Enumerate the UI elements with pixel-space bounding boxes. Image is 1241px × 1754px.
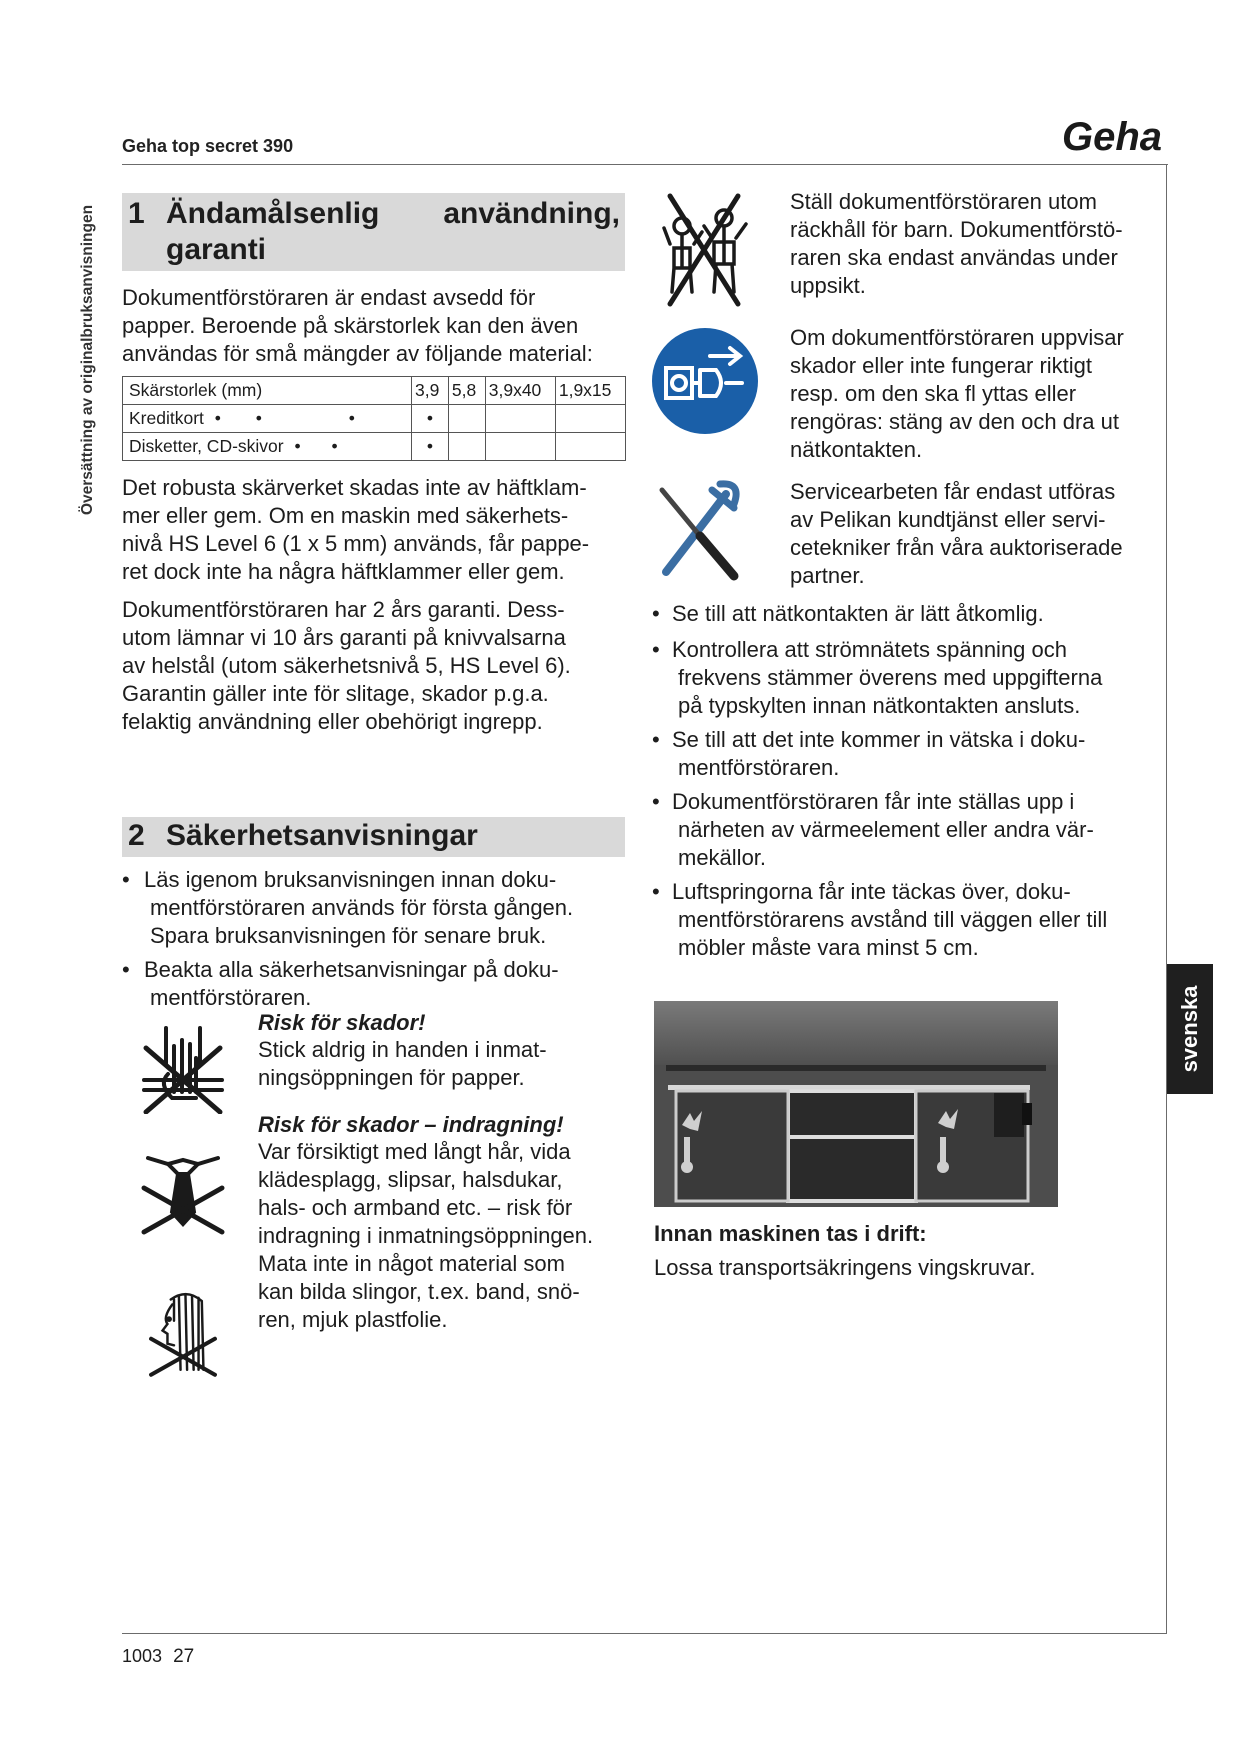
text-line: ningsöppningen för papper. <box>258 1065 525 1090</box>
table-cell <box>448 405 485 433</box>
text-line: Ställ dokumentförstöraren utom <box>790 189 1097 214</box>
header-rule <box>122 164 1168 165</box>
page-number: 27 <box>173 1646 195 1667</box>
right-bullet-3: • Se till att det inte kommer in vätska i doku- mentförstöraren. <box>652 726 1157 782</box>
section1-intro <box>122 284 632 368</box>
table-row <box>123 405 626 433</box>
no-children-icon <box>656 188 752 312</box>
text-line: Kontrollera att strömnätets spänning och <box>672 637 1068 662</box>
section1-paragraph-warranty <box>122 596 637 736</box>
right-bullet-5: • Luftspringorna får inte täckas över, doku- mentförstörarens avstånd till väggen eller till möbler måste vara minst 5 cm. <box>652 878 1157 962</box>
footer-rule <box>122 1633 1167 1634</box>
text-line: rengöras: stäng av den och dra ut <box>790 409 1119 434</box>
table-cell <box>555 433 625 461</box>
text-line: mentförstörarens avstånd till väggen eller till <box>678 907 1108 932</box>
text-line: Mata inte in något material som <box>258 1251 565 1276</box>
row-mark: • <box>214 408 221 428</box>
logo-text: Geha <box>1061 115 1162 159</box>
text-line: nätkontakten. <box>790 437 923 462</box>
side-label-text: Översättning av originalbruksanvisningen <box>79 204 96 516</box>
section1-number: 1 <box>128 197 145 230</box>
language-tab-label: svenska <box>1177 985 1202 1073</box>
section1-paragraph-staples <box>122 474 637 586</box>
text-line: av helstål (utom säkerhetsnivå 5, HS Level 6). <box>122 653 571 678</box>
text-line: räckhåll för barn. Dokumentförstö- <box>790 217 1123 242</box>
no-tie-icon <box>138 1148 228 1238</box>
text-line: ren, mjuk plastfolie. <box>258 1307 448 1332</box>
text-line: skador eller inte fungerar riktigt <box>790 353 1093 378</box>
text-line: mentförstöraren används för första gången. <box>150 895 574 920</box>
text-line: papper. Beroende på skärstorlek kan den även <box>122 313 579 338</box>
document-code: 1003 <box>122 1646 163 1666</box>
row-mark: • <box>331 436 338 456</box>
service-instruction <box>790 478 1160 590</box>
document-header-title: Geha top secret 390 <box>122 136 294 156</box>
text-line: möbler måste vara minst 5 cm. <box>678 935 979 960</box>
text-line: på typskylten innan nätkontakten ansluts. <box>678 693 1081 718</box>
table-row-label <box>123 433 412 461</box>
right-bullet-4: • Dokumentförstöraren får inte ställas upp i närheten av värmeelement eller andra vär- mekällor. <box>652 788 1157 872</box>
text-line: uppsikt. <box>790 273 866 298</box>
text-line: Spara bruksanvisningen för senare bruk. <box>150 923 547 948</box>
table-header-cell: 1,9x15 <box>555 377 625 405</box>
warning-hand <box>258 1010 638 1092</box>
right-bullet-1: • Se till att nätkontakten är lätt åtkomlig. <box>652 600 1157 628</box>
section2-heading <box>122 817 625 857</box>
table-header-cell: Skärstorlek (mm) <box>123 377 412 405</box>
transport-screws-photo <box>654 1001 1058 1207</box>
page-footer <box>122 1646 194 1668</box>
text-line: mer eller gem. Om en maskin med säkerhets- <box>122 503 569 528</box>
table-cell: • <box>412 405 449 433</box>
table-row <box>123 433 626 461</box>
text-line: Se till att det inte kommer in vätska i doku- <box>672 727 1086 752</box>
text-line: partner. <box>790 563 865 588</box>
text-line: Luftspringorna får inte täckas över, doku- <box>672 879 1071 904</box>
text-line: felaktig användning eller obehörigt ingrepp. <box>122 709 543 734</box>
service-tools-icon <box>650 476 750 586</box>
text-line: mentförstöraren. <box>150 985 312 1010</box>
text-line: kan bilda slingor, t.ex. band, snö- <box>258 1279 580 1304</box>
row-mark: • <box>255 408 262 428</box>
text-line: Servicearbeten får endast utföras <box>790 479 1116 504</box>
text-line: Dokumentförstöraren har 2 års garanti. Dess- <box>122 597 565 622</box>
row-label-text: Disketter, CD-skivor <box>129 436 284 456</box>
text-line: användas för små mängder av följande material: <box>122 341 593 366</box>
section2-bullet-2: • Beakta alla säkerhetsanvisningar på doku- mentförstöraren. <box>122 956 642 1012</box>
table-header-cell: 5,8 <box>448 377 485 405</box>
text-line: Läs igenom bruksanvisningen innan doku- <box>144 867 557 892</box>
right-bullet-2: • Kontrollera att strömnätets spänning och frekvens stämmer överens med uppgifterna på typskylten innan nätkontakten ansluts. <box>652 636 1157 720</box>
table-header-cell: 3,9 <box>412 377 449 405</box>
text-line: Se till att nätkontakten är lätt åtkomlig. <box>672 601 1044 626</box>
text-line: ret dock inte ha några häftklammer eller gem. <box>122 559 565 584</box>
text-line: Var försiktigt med långt hår, vida <box>258 1139 571 1164</box>
section2-title: Säkerhetsanvisningar <box>166 819 478 852</box>
text-line: mentförstöraren. <box>678 755 840 780</box>
text-line: Stick aldrig in handen i inmat- <box>258 1037 547 1062</box>
text-line: Garantin gäller inte för slitage, skador p.g.a. <box>122 681 549 706</box>
row-label-text: Kreditkort <box>129 408 204 428</box>
table-cell <box>555 405 625 433</box>
unplug-instruction <box>790 324 1160 464</box>
table-row-label <box>123 405 412 433</box>
table-cell <box>448 433 485 461</box>
text-line: Om dokumentförstöraren uppvisar <box>790 325 1124 350</box>
text-line: indragning i inmatningsöppningen. <box>258 1223 594 1248</box>
warning-hand-title: Risk för skador! <box>258 1010 426 1035</box>
text-line: nivå HS Level 6 (1 x 5 mm) används, får pappe- <box>122 531 590 556</box>
section1-title-word2: användning, <box>443 197 620 230</box>
table-cell: • <box>412 433 449 461</box>
warning-entanglement <box>258 1112 638 1334</box>
text-line: klädesplagg, slipsar, halsdukar, <box>258 1167 563 1192</box>
warning-entanglement-title: Risk för skador – indragning! <box>258 1112 564 1137</box>
text-line: mekällor. <box>678 845 767 870</box>
section2-bullet-1: • Läs igenom bruksanvisningen innan doku- mentförstöraren används för första gången. Spara bruksanvisningen för senare bruk. <box>122 866 642 950</box>
text-line: Dokumentförstöraren får inte ställas upp i <box>672 789 1075 814</box>
section1-title-word1: Ändamålsenlig <box>166 197 380 230</box>
table-header-cell: 3,9x40 <box>485 377 555 405</box>
text-line: Beakta alla säkerhetsanvisningar på doku- <box>144 957 559 982</box>
no-long-hair-icon <box>138 1288 228 1378</box>
language-tab <box>1167 964 1213 1094</box>
row-mark: • <box>294 436 301 456</box>
section1-heading <box>122 193 625 271</box>
section2-number: 2 <box>128 819 145 852</box>
caption-title: Innan maskinen tas i drift: <box>654 1221 927 1246</box>
text-line: cetekniker från våra auktoriserade <box>790 535 1123 560</box>
text-line: Det robusta skärverket skadas inte av häftklam- <box>122 475 587 500</box>
page-frame-right <box>1166 164 1167 1634</box>
text-line: frekvens stämmer överens med uppgifterna <box>678 665 1103 690</box>
table-cell <box>485 433 555 461</box>
text-line: raren ska endast användas under <box>790 245 1118 270</box>
text-line: hals- och armband etc. – risk för <box>258 1195 573 1220</box>
text-line: Dokumentförstöraren är endast avsedd för <box>122 285 536 310</box>
geha-logo <box>1024 112 1164 162</box>
unplug-mandatory-icon <box>650 326 760 436</box>
no-hand-icon <box>138 1024 228 1114</box>
text-line: närheten av värmeelement eller andra vär- <box>678 817 1094 842</box>
text-line: utom lämnar vi 10 års garanti på knivvalsarna <box>122 625 566 650</box>
children-warning <box>790 188 1160 300</box>
table-header-row <box>123 377 626 405</box>
row-mark: • <box>348 408 355 428</box>
cut-size-table <box>122 376 626 461</box>
text-line: av Pelikan kundtjänst eller servi- <box>790 507 1106 532</box>
table-cell <box>485 405 555 433</box>
text-line: resp. om den ska fl yttas eller <box>790 381 1077 406</box>
caption-text: Lossa transportsäkringens vingskruvar. <box>654 1255 1036 1280</box>
section1-title-line2: garanti <box>166 233 267 266</box>
